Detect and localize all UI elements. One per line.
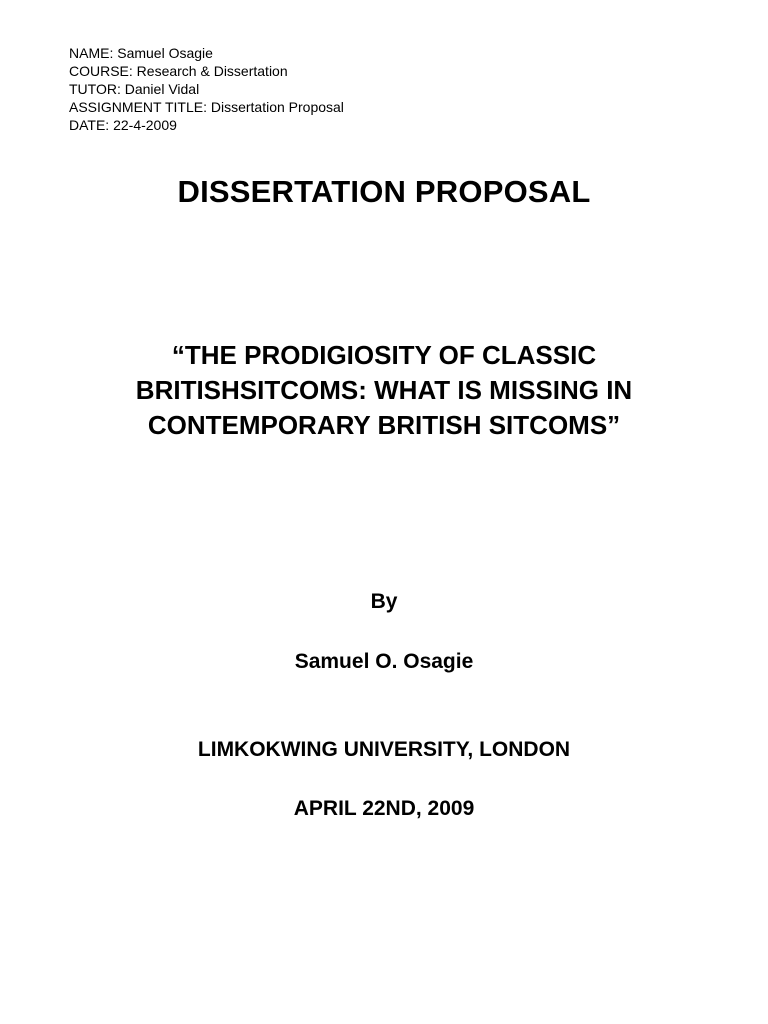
dissertation-title-line: BRITISHSITCOMS: WHAT IS MISSING IN [135, 375, 633, 405]
submission-date: DATE: 22-4-2009 [69, 117, 177, 133]
student-name: NAME: Samuel Osagie [69, 45, 213, 61]
assignment-title: ASSIGNMENT TITLE: Dissertation Proposal [69, 99, 344, 115]
university-name: LIMKOKWING UNIVERSITY, LONDON [197, 738, 571, 761]
document-date: APRIL 22ND, 2009 [293, 797, 475, 820]
dissertation-title [0, 338, 768, 443]
dissertation-title-line: CONTEMPORARY BRITISH SITCOMS” [147, 410, 621, 440]
student-info-block [69, 44, 344, 134]
tutor-name: TUTOR: Daniel Vidal [69, 81, 200, 97]
course-name: COURSE: Research & Dissertation [69, 63, 288, 79]
by-label: By [370, 590, 398, 613]
author-name: Samuel O. Osagie [294, 650, 474, 673]
document-title: DISSERTATION PROPOSAL [177, 174, 591, 209]
dissertation-title-line: “THE PRODIGIOSITY OF CLASSIC [171, 340, 597, 370]
